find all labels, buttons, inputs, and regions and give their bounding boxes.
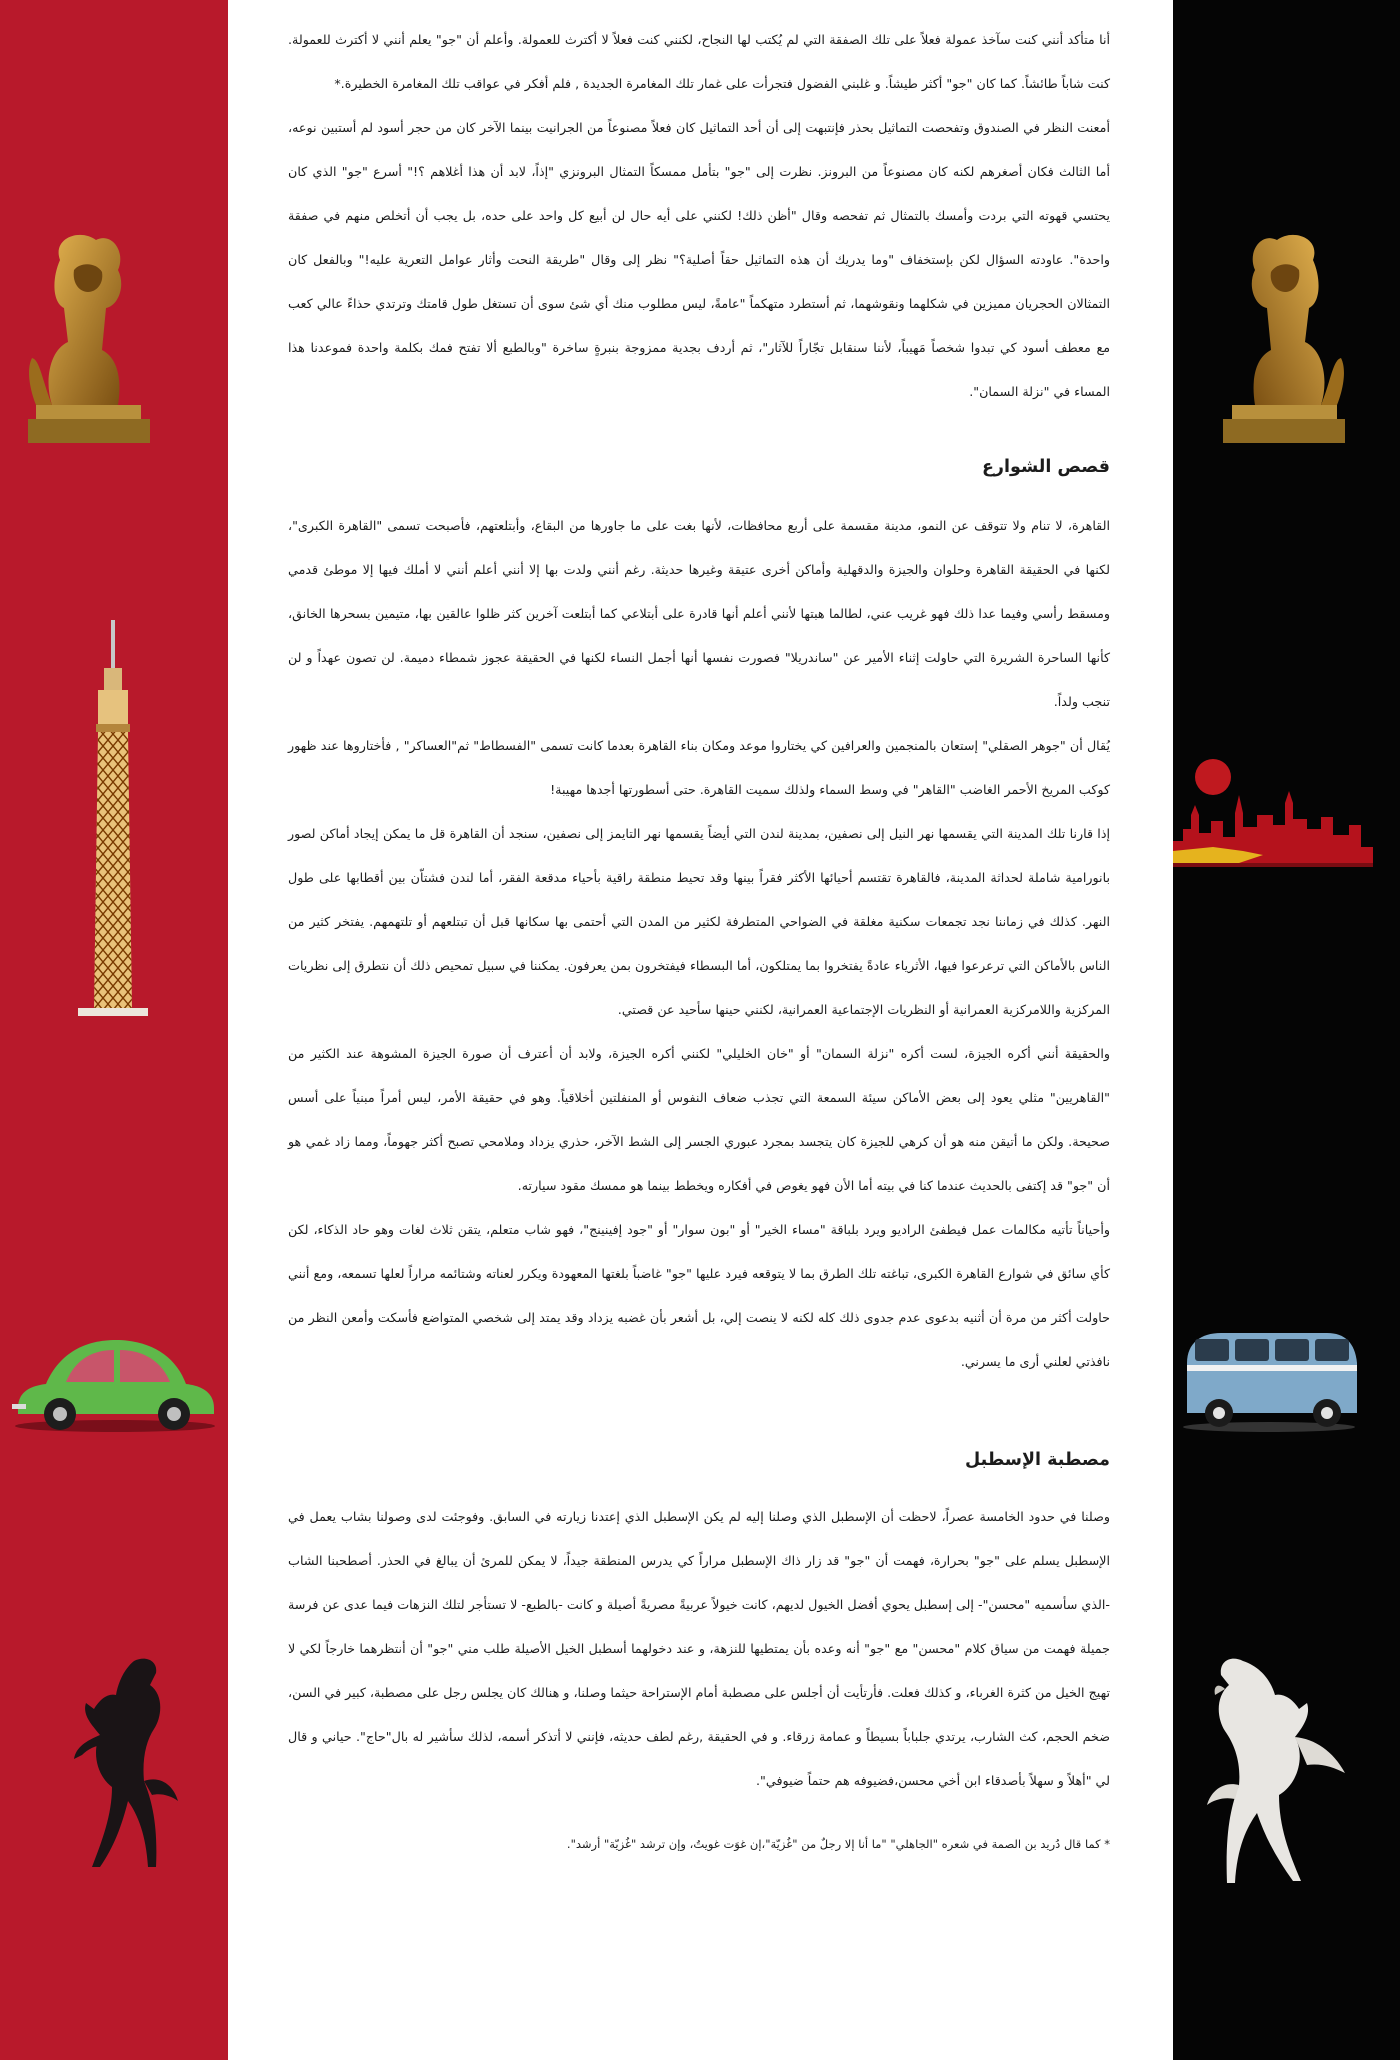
cairo-tower-image xyxy=(68,620,158,1020)
article-page xyxy=(228,0,1173,2060)
lion-statue-image xyxy=(1221,230,1351,445)
white-rearing-horse-image xyxy=(1195,1655,1350,1890)
section-heading-streets: قصص الشوارع xyxy=(981,457,1110,477)
red-moon-citadel-skyline-image xyxy=(1173,755,1373,875)
blue-vw-van-image xyxy=(1177,1325,1362,1435)
right-decorative-panel xyxy=(1173,0,1400,2060)
black-rearing-horse-image xyxy=(72,1655,182,1875)
intro-paragraph: أمعنت النظر في الصندوق وتفحصت التماثيل بحذر فإنتبهت إلى أن أحد التماثيل كان فعلاً مصنوعاً من الجرانيت بينما الآخر كان من حجر أسود لم أستبين نوعه، أما الثالث فكان أصغرهم لكنه كان مصنوعاً من البرونز. نظرت إلى "جو" بتأمل ممسكاً التمثال البرونزي "إذاً، لابد أن هذا أغلاهم ؟!" أسرع "جو" الذي كان يحتسي قهوته التي بردت وأمسك بالتمثال ثم تفحصه وقال "أظن ذلك! لكنني على أيه حال لن أبيع كل واحد على حده، بل يجب أن أتخلص منهم في صفقة واحدة". عاودته السؤال لكن بإستخفاف "وما يدريك أن هذه التماثيل حقاً أصلية؟" نظر إلى وقال "طريقة النحت وأثار عوامل التعرية عليه!" وبالفعل كان التمثالان الحجريان مميزين في شكلهما ونقوشهما، ثم أستطرد متهكماً "عامةً، ليس مطلوب منك أي شئ سوى أن تستغل طول قامتك وترتدي حذاءً عالي كعب مع معطف أسود كي تبدوا شخصاً مَهيباً، لأننا سنقابل تجّاراً للآثار"، ثم أردف بجدية ممزوجة بنبرةٍ ساخرة "وبالطبع ألا تفتح فمك بكلمة واحدة فموعدنا هذا المساء في "نزلة السمان". xyxy=(288,120,1110,399)
stable-paragraph: وصلنا في حدود الخامسة عصراً، لاحظت أن الإسطبل الذي وصلنا إليه لم يكن الإسطبل الذي إعتدنا زيارته في السابق. وفوجئت لدى وصولنا بشاب يعمل في الإسطبل يسلم على "جو" بحرارة، فهمت أن "جو" قد زار ذاك الإسطبل مراراً كي يدرس المنطقة جيداً، لا يمكن للمرئ أن يبالغ في الحذر. أصطحبنا الشاب -الذي سأسميه "محسن"- إلى إسطبل يحوي أفضل الخيول لديهم، كانت خيولاً عربيةً مصريةً أصيلة و كانت -بالطبع- لا تستأجر لتلك النزهات فيما عدى عن فرسة جميلة فهمت من سياق كلام "محسن" مع "جو" أنه وعده بأن يمتطيها للنزهة، و عند دخولهما أسطبل الخيل الأصيلة طلب مني "جو" أن أنتظرهما خارجاً لكي لا تهيج الخيل من كثرة الغرباء، و كذلك فعلت. فأرتأيت أن أجلس على مصطبة أمام الإستراحة حيثما وصلنا، و هنالك كان يجلس رجل على مصطبة، كبير في السن، ضخم الحجم، كث الشارب، يرتدي جلباباً بسيطاً و عمامة زرقاء. و في الحقيقة ,رغم لطف حديثه، فإنني لا أتذكر أسمه، لذلك سأشير له بال"حاج". حياني و قال لي "أهلاً و سهلاً بأصدقاء ابن أخي محسن،فضيوفه هم حتماً ضيوفي". xyxy=(288,1509,1110,1788)
footnote: * كما قال دُريد بن الصمة في شعره "الجاهلي" "ما أنا إلا رجلٌ من "غُزيّة"،إن غوَت غويتُ، وإن ترشد "غُزيّة" أرشد". xyxy=(566,1837,1110,1851)
streets-paragraph: والحقيقة أنني أكره الجيزة، لست أكره "نزلة السمان" أو "خان الخليلي" لكنني أكره الجيزة، ولابد أن أعترف أن صورة الجيزة المشوهة عند الكثير من "القاهريين" مثلي يعود إلى بعض الأماكن سيئة السمعة التي تجذب ضعاف النفوس أو المنفلتين أخلاقياً. وهو في حقيقة الأمر، ليس أمراً مبنياً على أسس صحيحة. ولكن ما أتيقن منه هو أن كرهي للجيزة كان يتجسد بمجرد عبوري الجسر إلى الشط الآخر، حذري يزداد وملامحي تصبح أكثر جهوماً، ومما زاد غمي هو أن "جو" قد إكتفى بالحديث عندما كنا في بيته أما الأن فهو يغوص في أفكاره ويخطط بينما هو ممسك مقود سيارته. xyxy=(288,1045,1110,1193)
lion-statue-image xyxy=(22,230,152,445)
intro-paragraph: أنا متأكد أنني كنت سآخذ عمولة فعلاً على تلك الصفقة التي لم يُكتب لها النجاح، لكنني كنت فعلاً لا أكترث للعمولة. وأعلم أن "جو" يعلم أنني لا أكترث للعمولة. كنت شاباً طائشاً. كما كان "جو" أكثر طيشاً. و غلبني الفضول فتجرأت على غمار تلك المغامرة الجديدة , فلم أفكر في عواقب تلك المغامرة الخطيرة.* xyxy=(288,32,1110,91)
green-beetle-car-image xyxy=(8,1330,223,1435)
section-heading-stable: مصطبة الإسطبل xyxy=(964,1449,1110,1470)
streets-paragraph: إذا قارنا تلك المدينة التي يقسمها نهر النيل إلى نصفين، بمدينة لندن التي أيضاً يقسمها نهر التايمز إلى نصفين، سنجد أن القاهرة قل ما يمكن إيجاد أماكن لصور بانورامية شاملة لحداثة المدينة، فالقاهرة تقتسم أحيائها الأكثر فقراً بينها وقد تحيط منطقة راقية بأحياء مدقعة الفقر، أما لندن فشتاّن بين أقطابها على طول النهر. كذلك في زماننا نجد تجمعات سكنية مغلقة في الضواحي المتطرفة لكثير من المدن التي أحتمى بها سكانها قبل أن تبتلعهم أو تلتهمهم. يفتخر كثير من الناس بالأماكن التي ترعرعوا فيها، الأثرياء عادةً يفتخروا بما يمتلكون، أما البسطاء فيفتخرون بمن يعرفون. يمكننا في سبيل تمحيص ذلك أن نتطرق إلى نظريات المركزية واللامركزية العمرانية أو النظريات الإجتماعية العمرانية، لكنني حينها سأحيد عن قصتي. xyxy=(288,825,1110,1017)
article-body xyxy=(288,18,1110,1855)
streets-paragraph: القاهرة، لا تنام ولا تتوقف عن النمو، مدينة مقسمة على أربع محافظات، لأنها بغت على ما جاورها من البقاع، وأبتلعتهم، فأصبحت تسمى "القاهرة الكبرى"، لكنها في الحقيقة القاهرة وحلوان والجيزة والدقهلية وأماكن أخرى عتيقة وغيرها حديثة. رغم أنني ولدت بها إلا أنني أعلم أنني لا أملك فيها إلا موطئ قدمي ومسقط رأسي وفيما عدا ذلك فهو غريب عني، لطالما هبتها لأنني أعلم أنها قادرة على أبتلاعي كما أبتلعت آخرين كثر ظلوا عالقين بها، متيمين بسحرها الخانق، كأنها الساحرة الشريرة التي حاولت إثناء الأمير عن "ساندريلا" فصورت نفسها أنها أجمل النساء لكنها في الحقيقة عجوز شمطاء دميمة. لن تصون عهداً و لن تنجب ولداً. xyxy=(288,517,1110,709)
streets-paragraph: يُقال أن "جوهر الصقلي" إستعان بالمنجمين والعرافين كي يختاروا موعد ومكان بناء القاهرة بعدما كانت تسمى "الفسطاط" ثم"العساكر" , فأختاروها عند ظهور كوكب المريخ الأحمر الغاضب "القاهر" في وسط السماء ولذلك سميت القاهرة. حتى أسطورتها أجدها مهيبة! xyxy=(288,737,1110,797)
left-decorative-panel xyxy=(0,0,228,2060)
streets-paragraph: وأحياناً تأتيه مكالمات عمل فيطفئ الراديو ويرد بلباقة "مساء الخير" أو "بون سوار" أو "جود إفينينج"، فهو شاب متعلم، يتقن ثلاث لغات وهو حاد الذكاء، لكن كأي سائق في شوارع القاهرة الكبرى، تباغته تلك الطرق بما لا يتوقعه فيرد عليها "جو" غاضباً بلغتها المعهودة ويكرر لعناته وشتائمه مراراً لعلها تسمعه، ومع أنني حاولت أكثر من مرة أن أثنيه بدعوى عدم جدوى ذلك كله لكنه لا ينصت إلي، بل أشعر بأن غضبه يزداد وقد يمتد إلى شخصي المتواضع فأسكت وأمعن النظر من نافذتي لعلني أرى ما يسرني. xyxy=(288,1221,1110,1369)
